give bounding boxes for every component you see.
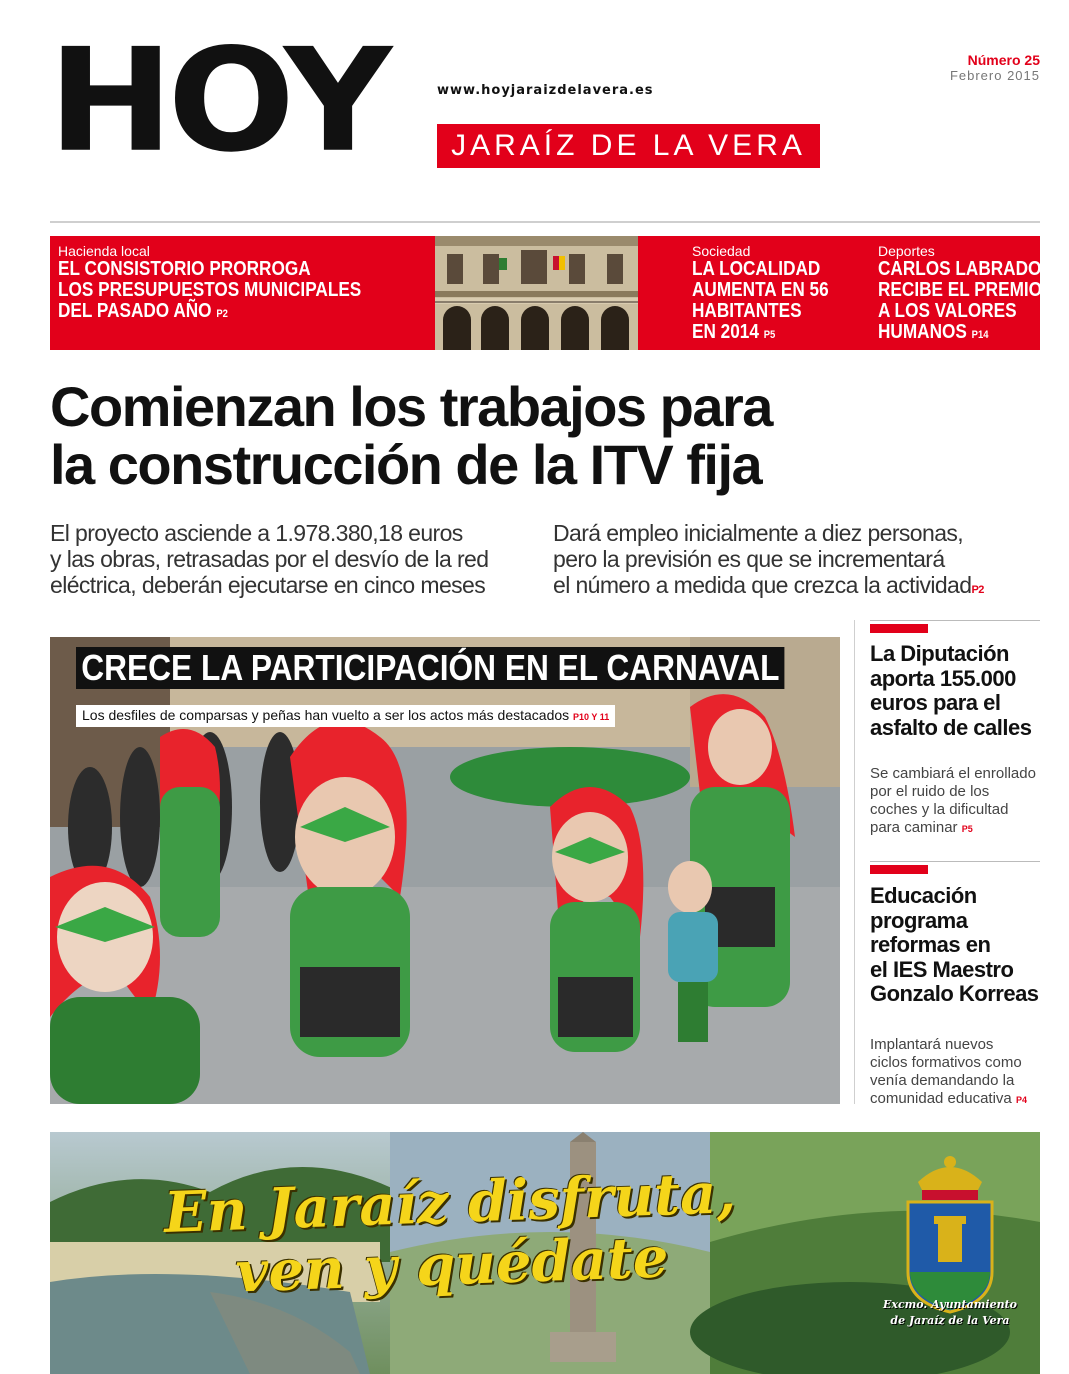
edition-banner: JARAÍZ DE LA VERA	[437, 124, 820, 168]
carnival-caption: Los desfiles de comparsas y peñas han vuelto a ser los actos más destacados P10 Y 11	[76, 705, 615, 727]
deck-left: El proyecto asciende a 1.978.380,18 euros y las obras, retrasadas por el desvío de la red eléctrica, deberán ejecutarse en cinco meses	[50, 520, 489, 598]
page-ref: P2	[216, 308, 228, 320]
main-headline[interactable]: Comienzan los trabajos para la construcción de la ITV fija	[50, 375, 772, 496]
teaser-section: Sociedad	[692, 243, 751, 259]
ad-slogan: En Jaraíz disfruta, ven y quédate	[162, 1160, 737, 1306]
sidebar-rule	[870, 861, 1040, 862]
teaser-hacienda[interactable]	[58, 243, 411, 325]
sidebar-rule	[870, 620, 1040, 621]
teaser-headline[interactable]: EL CONSISTORIO PRORROGA LOS PRESUPUESTOS MUNICIPALES DEL PASADO AÑO P2	[58, 258, 362, 322]
page-ref: P14	[971, 329, 989, 341]
page-ref: P5	[763, 329, 776, 341]
issue-date: Febrero 2015	[949, 68, 1040, 83]
ad-town-council: Excmo. Ayuntamiento de Jaraíz de la Vera	[883, 1298, 1017, 1327]
tourism-ad[interactable]	[50, 1132, 1040, 1374]
sidebar-text-educacion: Implantará nuevos ciclos formativos como venía demandando la comunidad educativa P4	[870, 1036, 1027, 1107]
sidebar-accent-bar	[870, 624, 928, 633]
carnival-title[interactable]: CRECE LA PARTICIPACIÓN EN EL CARNAVAL	[76, 647, 785, 689]
sidebar-headline-diputacion[interactable]: La Diputación aporta 155.000 euros para el asfalto de calles	[870, 641, 1032, 740]
sidebar-headline-educacion[interactable]: Educación programa reformas en el IES Maestro Gonzalo Korreas	[870, 883, 1039, 1006]
page-ref: P10 Y 11	[573, 712, 610, 722]
teaser-deportes[interactable]	[878, 243, 1069, 346]
website-url[interactable]: www.hoyjaraizdelavera.es	[437, 83, 654, 98]
sidebar-accent-bar	[870, 865, 928, 874]
teaser-band	[50, 236, 1054, 350]
issue-info	[950, 52, 1040, 83]
teaser-section: Hacienda local	[58, 243, 150, 259]
page-ref: P4	[1015, 1095, 1027, 1105]
issue-number: Número 25	[967, 52, 1040, 68]
teaser-sociedad[interactable]	[692, 243, 851, 346]
sidebar-text-diputacion: Se cambiará el enrollado por el ruido de los coches y la dificultad para caminar P5	[870, 765, 1036, 836]
page-ref: P2	[971, 584, 984, 596]
hoy-logo[interactable]: HOY	[48, 18, 387, 184]
teaser-headline[interactable]: CARLOS LABRADOR RECIBE EL PREMIO A LOS VALORES HUMANOS P14	[878, 258, 1054, 343]
top-divider	[50, 221, 1040, 223]
teaser-section: Deportes	[878, 243, 935, 259]
carnival-photo[interactable]	[50, 637, 840, 1104]
sidebar-divider	[854, 620, 855, 1104]
deck-right: Dará empleo inicialmente a diez personas, pero la previsión es que se incrementará el número a medida que crezca la actividadP2	[553, 520, 984, 598]
page-ref: P5	[961, 824, 973, 834]
town-hall-photo[interactable]	[435, 236, 638, 350]
teaser-headline[interactable]: LA LOCALIDAD AUMENTA EN 56 HABITANTES EN 2014 P5	[692, 258, 829, 343]
